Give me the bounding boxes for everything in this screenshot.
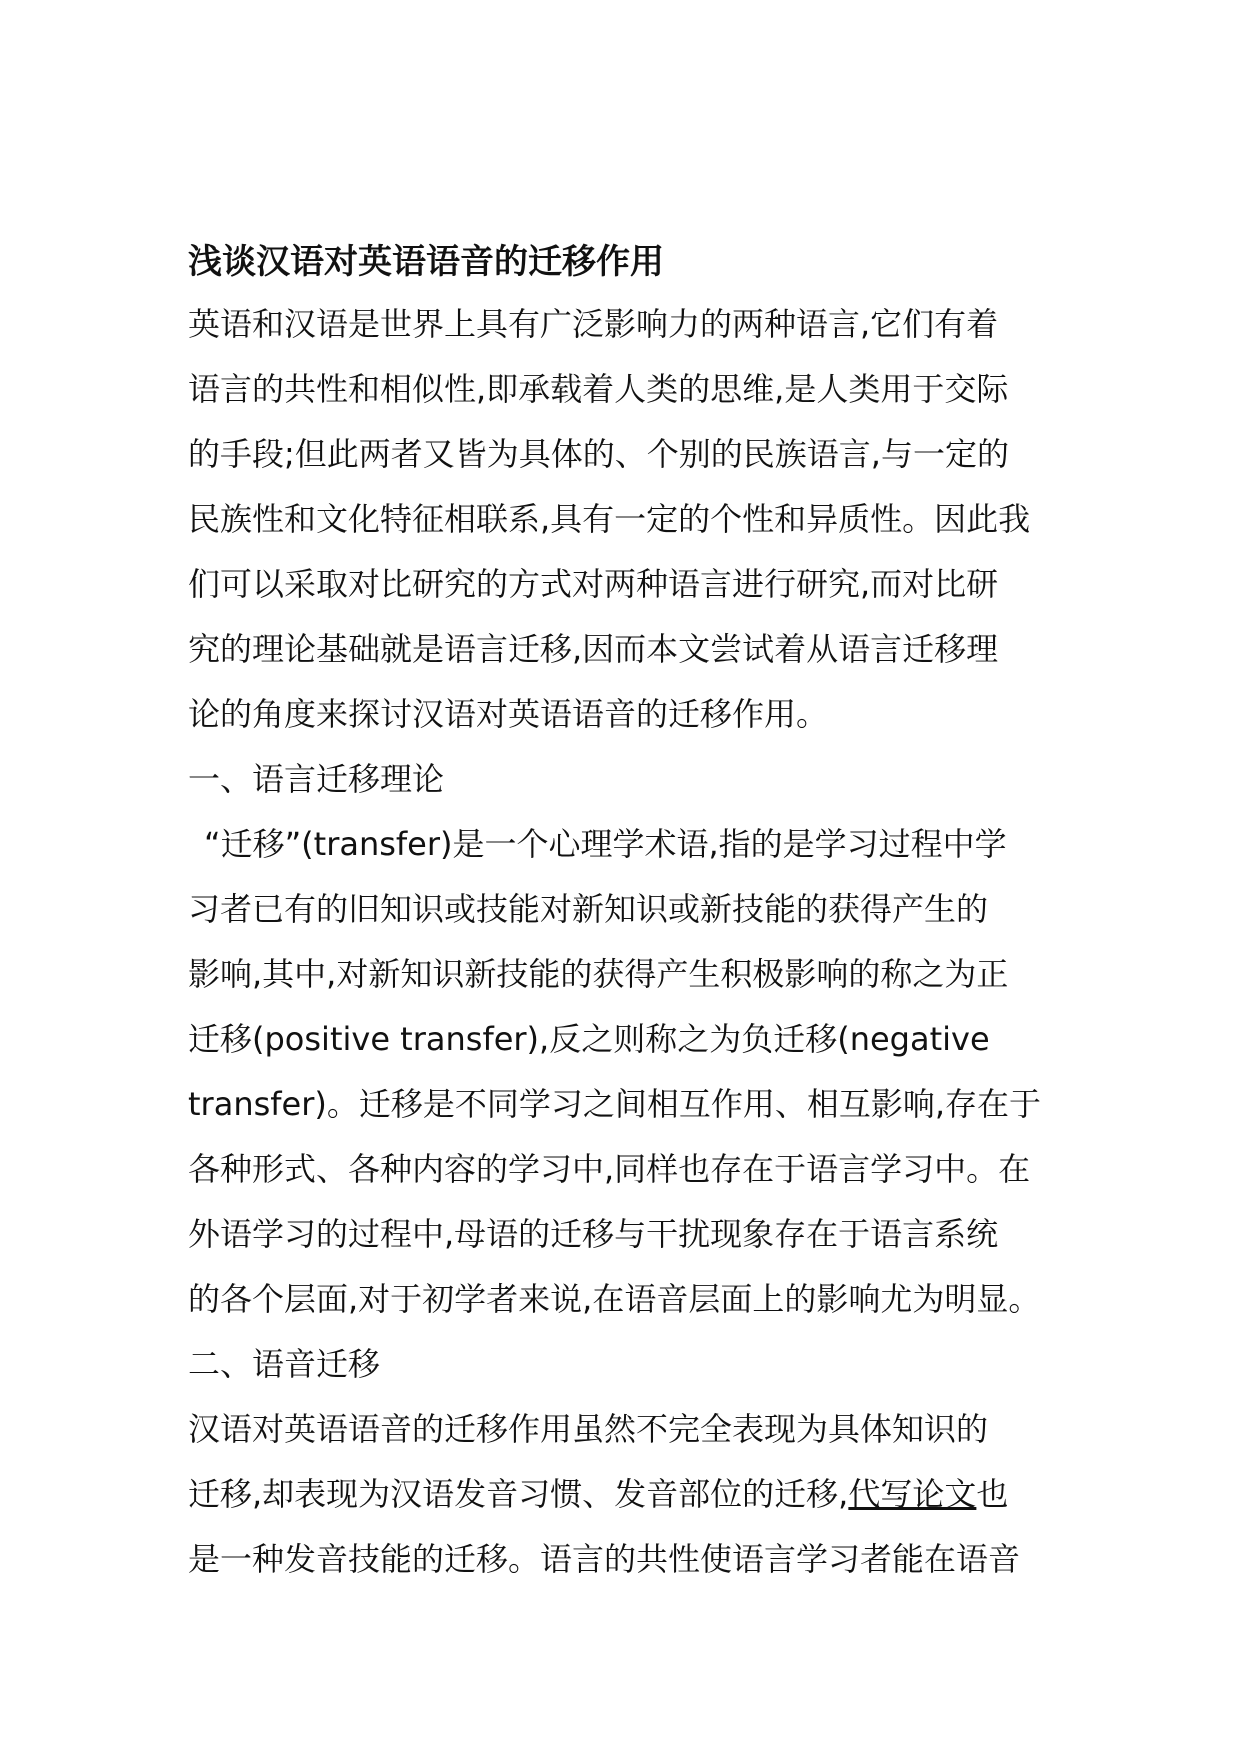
paragraph-line: 民族性和文化特征相联系,具有一定的个性和异质性。因此我 xyxy=(188,500,1031,538)
paragraph-line: 论的角度来探讨汉语对英语语音的迁移作用。 xyxy=(188,695,829,733)
paragraph-line: 的各个层面,对于初学者来说,在语音层面上的影响尤为明显。 xyxy=(188,1280,1041,1318)
paragraph-line xyxy=(188,1462,1068,1527)
paragraph-line: transfer)。迁移是不同学习之间相互作用、相互影响,存在于 xyxy=(188,1085,1042,1123)
paragraph-line: 语言的共性和相似性,即承载着人类的思维,是人类用于交际 xyxy=(188,370,1009,408)
paragraph-line: 迁移(positive transfer),反之则称之为负迁移(negative xyxy=(188,1020,990,1058)
document-page xyxy=(188,232,1068,1592)
line-text: 迁移,却表现为汉语发音习惯、发音部位的迁移, xyxy=(188,1475,849,1513)
paragraph-line: 习者已有的旧知识或技能对新知识或新技能的获得产生的 xyxy=(188,890,989,928)
paragraph-line: 影响,其中,对新知识新技能的获得产生积极影响的称之为正 xyxy=(188,955,1009,993)
paragraph-line: 的手段;但此两者又皆为具体的、个别的民族语言,与一定的 xyxy=(188,435,1009,473)
paragraph-line: 们可以采取对比研究的方式对两种语言进行研究,而对比研 xyxy=(188,565,999,603)
paragraph-line: 是一种发音技能的迁移。语言的共性使语言学习者能在语音 xyxy=(188,1540,1021,1578)
paragraph-line: 各种形式、各种内容的学习中,同样也存在于语言学习中。在 xyxy=(188,1150,1031,1188)
paragraph-line: 汉语对英语语音的迁移作用虽然不完全表现为具体知识的 xyxy=(188,1410,989,1448)
document-body xyxy=(188,292,1068,1592)
paragraph-line: 外语学习的过程中,母语的迁移与干扰现象存在于语言系统 xyxy=(188,1215,999,1253)
line-text: 也 xyxy=(976,1475,1009,1513)
section-heading: 一、语言迁移理论 xyxy=(188,760,445,798)
paragraph-line: “迁移”(transfer)是一个心理学术语,指的是学习过程中学 xyxy=(204,825,1007,863)
paragraph-line: 究的理论基础就是语言迁移,因而本文尝试着从语言迁移理 xyxy=(188,630,999,668)
section-heading: 二、语音迁移 xyxy=(188,1345,381,1383)
paragraph-line: 英语和汉语是世界上具有广泛影响力的两种语言,它们有着 xyxy=(188,305,999,343)
inline-link[interactable]: 代写论文 xyxy=(848,1475,977,1513)
document-title: 浅谈汉语对英语语音的迁移作用 xyxy=(188,242,664,282)
